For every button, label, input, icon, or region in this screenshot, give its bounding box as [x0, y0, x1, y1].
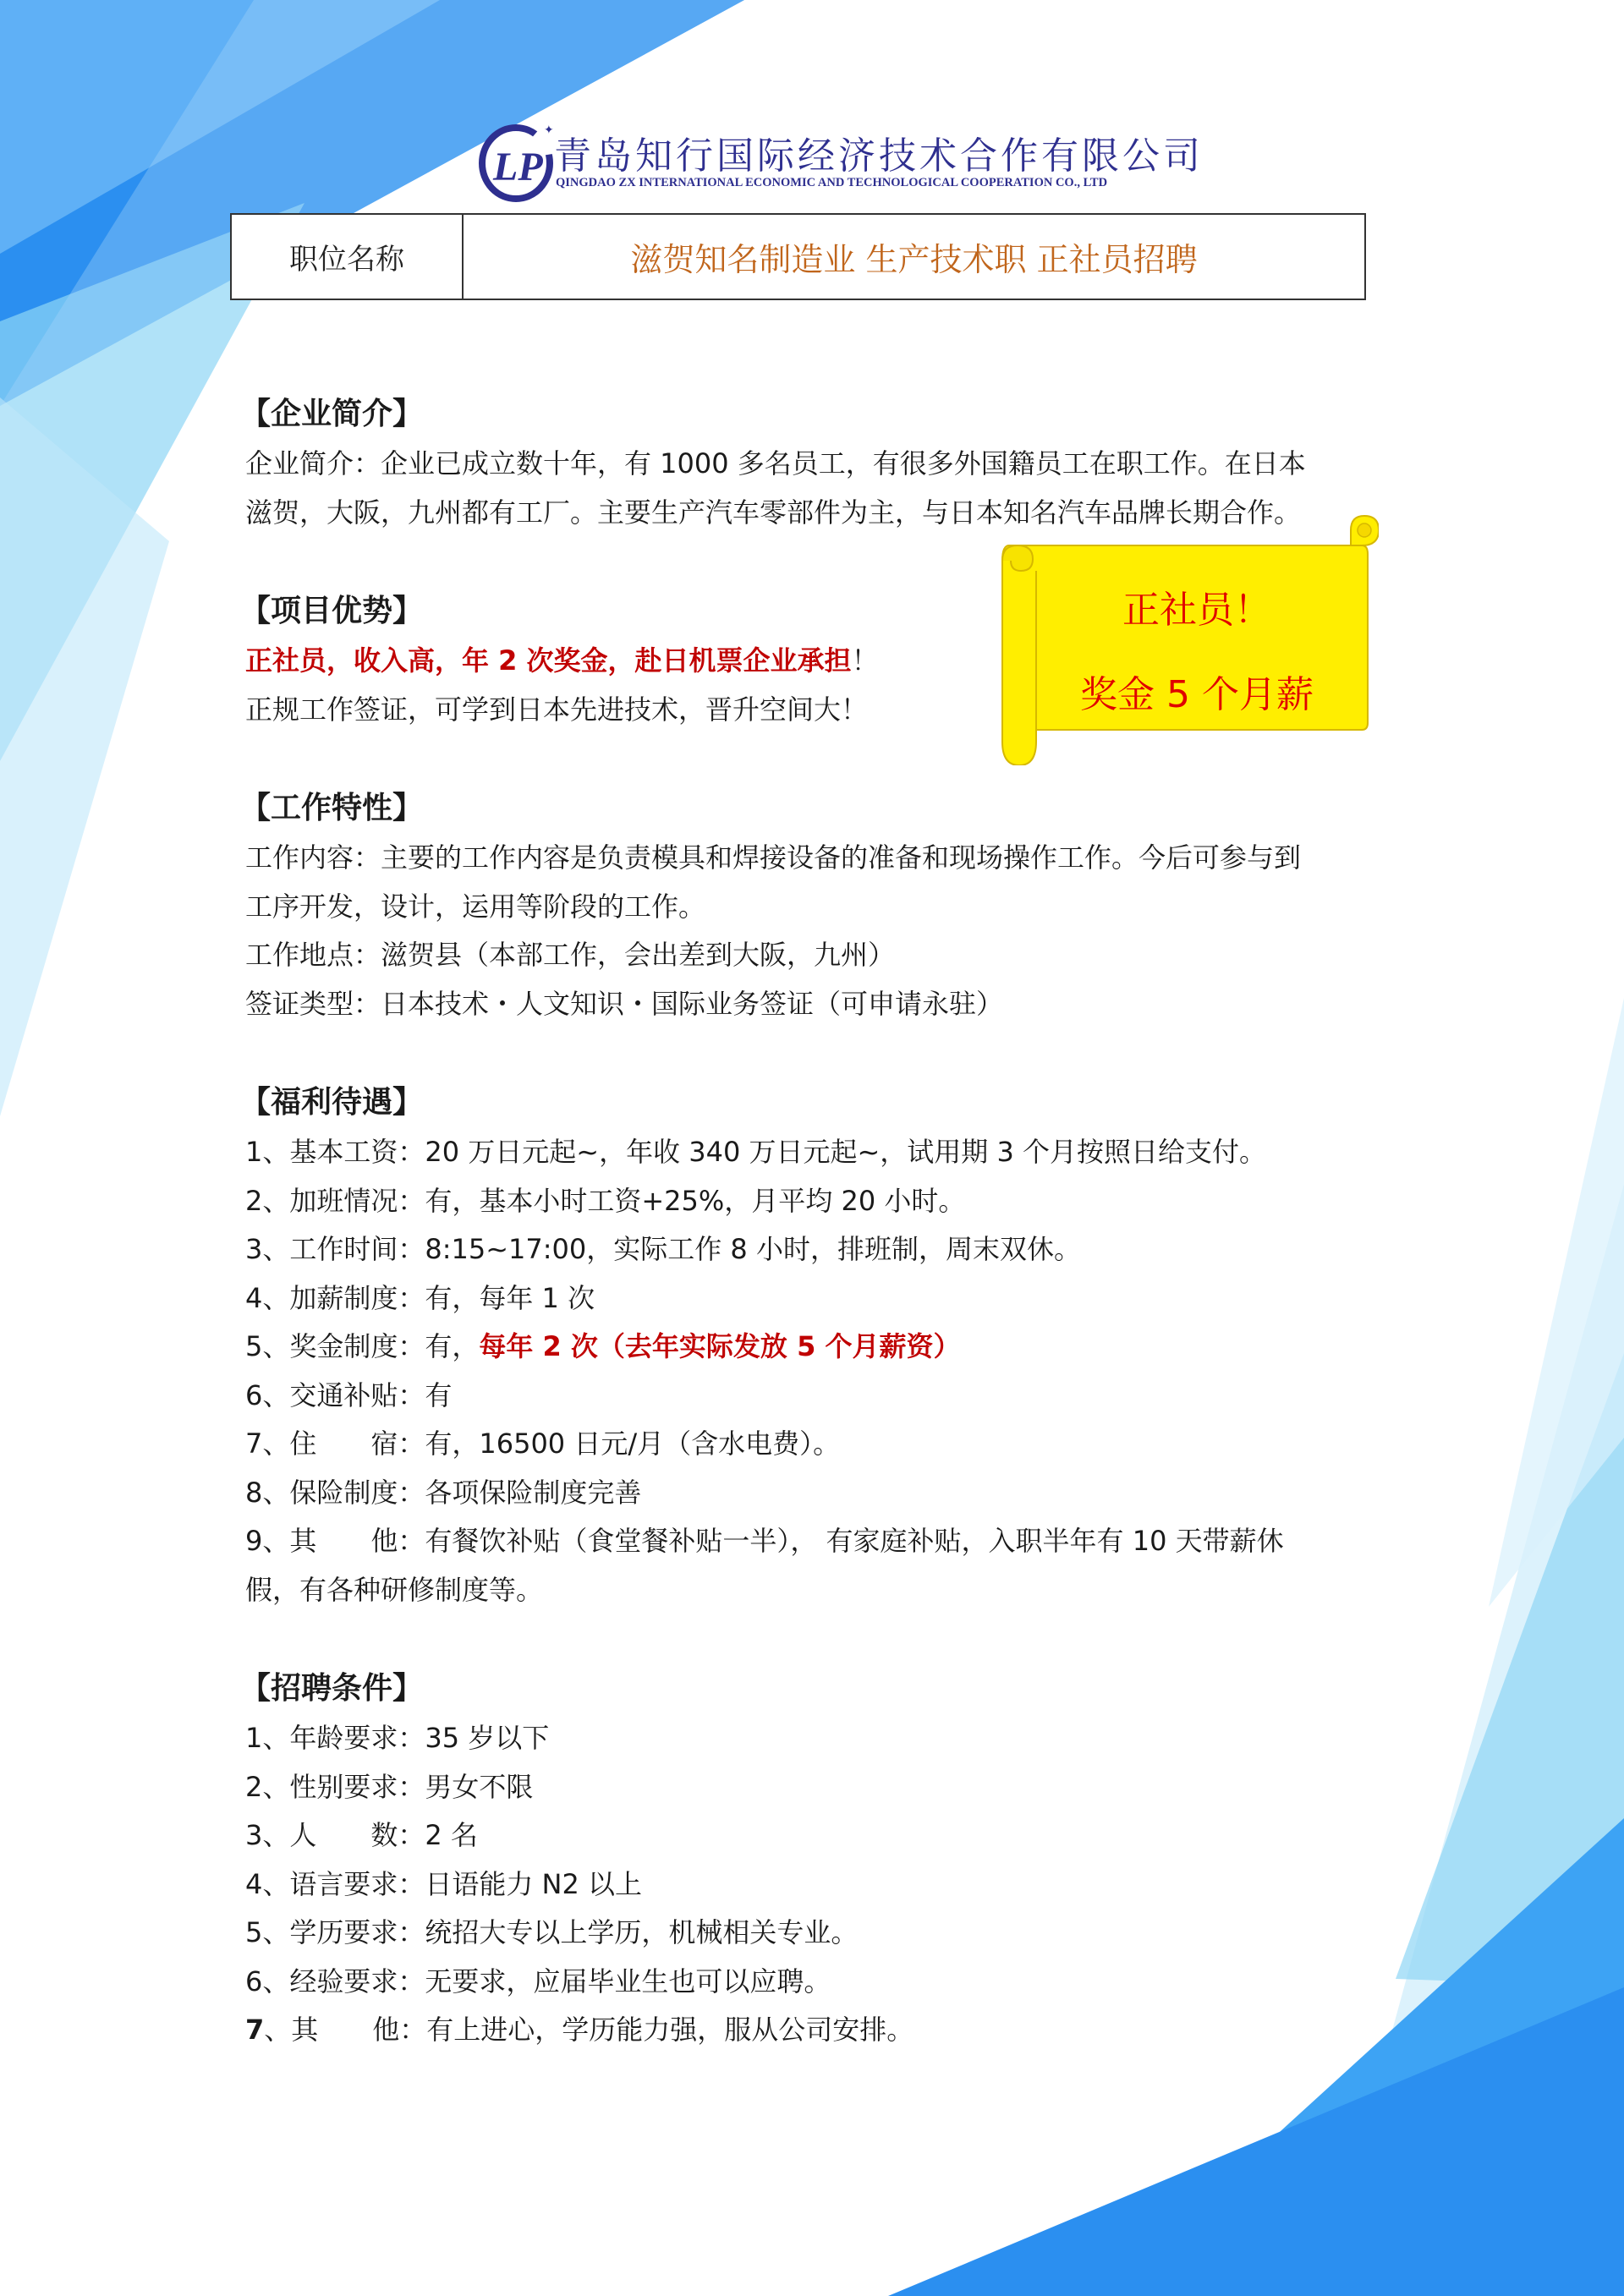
welfare-item: [245, 1323, 1387, 1372]
banner-line-2: 奖金 5 个月薪: [1080, 673, 1314, 716]
position-table: [230, 213, 1366, 300]
welfare-item-cont: 假，有各种研修制度等。: [245, 1573, 544, 1606]
company-name-en: QINGDAO ZX INTERNATIONAL ECONOMIC AND TECHNOLOGICAL COOPERATION CO., LTD: [556, 176, 1108, 189]
banner-line-1: 正社员！: [1122, 589, 1271, 632]
company-header: [469, 117, 1204, 210]
welfare-item: 3、工作时间：8:15~17:00，实际工作 8 小时，排班制，周末双休。: [245, 1233, 1081, 1265]
requirement-item: [245, 2006, 1387, 2055]
job-line: 工作地点：滋贺县（本部工作，会出差到大阪，九州）: [245, 939, 896, 971]
welfare-heading: 【福利待遇】: [240, 1085, 424, 1120]
company-name-cn: 青岛知行国际经济技术合作有限公司: [554, 134, 1204, 178]
section-welfare: [240, 1077, 1387, 1614]
welfare-item: 7、住 宿：有，16500 日元/月（含水电费）。: [245, 1427, 841, 1460]
requirement-item: 4、语言要求：日语能力 N2 以上: [245, 1867, 643, 1900]
intro-line: 企业简介：企业已成立数十年，有 1000 多名员工，有很多外国籍员工在职工作。在日本: [245, 447, 1306, 479]
welfare-item: 9、其 他：有餐饮补贴（食堂餐补贴一半）， 有家庭补贴，入职半年有 10 天带薪休: [245, 1525, 1284, 1557]
welfare-item: 4、加薪制度：有，每年 1 次: [245, 1281, 595, 1314]
svg-text:✦: ✦: [544, 123, 554, 137]
welfare-item: 6、交通补贴：有: [245, 1378, 453, 1411]
bonus-banner: [977, 512, 1379, 765]
position-label: 职位名称: [232, 215, 464, 299]
logo-letters: LP: [493, 145, 543, 189]
advantages-highlight: 正社员，收入高，年 2 次奖金，赴日机票企业承担: [245, 644, 852, 677]
welfare-item: 2、加班情况：有，基本小时工资+25%，月平均 20 小时。: [245, 1184, 966, 1217]
job-line: 签证类型：日本技术・人文知识・国际业务签证（可申请永驻）: [245, 987, 1004, 1020]
company-logo-icon: [469, 117, 562, 210]
requirement-item: 2、性别要求：男女不限: [245, 1770, 534, 1803]
requirement-text: 、其 他：有上进心，学历能力强，服从公司安排。: [264, 2014, 914, 2046]
advantages-line-2: 正规工作签证，可学到日本先进技术，晋升空间大！: [245, 693, 869, 726]
requirement-number: 7: [245, 2014, 265, 2046]
section-requirements: [240, 1663, 1387, 2055]
advantages-heading: 【项目优势】: [240, 594, 424, 628]
requirement-item: 6、经验要求：无要求，应届毕业生也可以应聘。: [245, 1964, 831, 1997]
position-title: 滋贺知名制造业 生产技术职 正社员招聘: [630, 241, 1198, 278]
section-job: [240, 783, 1387, 1028]
advantages-line-1-end: ！: [851, 644, 879, 677]
scroll-banner-icon: [977, 512, 1379, 765]
intro-line: 滋贺，大阪，九州都有工厂。主要生产汽车零部件为主，与日本知名汽车品牌长期合作。: [245, 496, 1302, 529]
job-heading: 【工作特性】: [240, 791, 424, 825]
requirement-item: 3、人 数：2 名: [245, 1819, 478, 1851]
welfare-item: 1、基本工资：20 万日元起~，年收 340 万日元起~，试用期 3 个月按照日给支付。: [245, 1136, 1267, 1168]
intro-heading: 【企业简介】: [240, 397, 424, 431]
requirement-item: 5、学历要求：统招大专以上学历，机械相关专业。: [245, 1916, 859, 1948]
job-line: 工序开发，设计，运用等阶段的工作。: [245, 890, 706, 923]
welfare-item: 8、保险制度：各项保险制度完善: [245, 1476, 642, 1509]
requirements-heading: 【招聘条件】: [240, 1671, 424, 1706]
welfare-bonus-highlight: 每年 2 次（去年实际发放 5 个月薪资）: [479, 1330, 961, 1362]
job-line: 工作内容：主要的工作内容是负责模具和焊接设备的准备和现场操作工作。今后可参与到: [245, 841, 1302, 874]
requirement-item: 1、年龄要求：35 岁以下: [245, 1722, 550, 1754]
welfare-bonus-label: 5、奖金制度：有，: [245, 1330, 480, 1362]
